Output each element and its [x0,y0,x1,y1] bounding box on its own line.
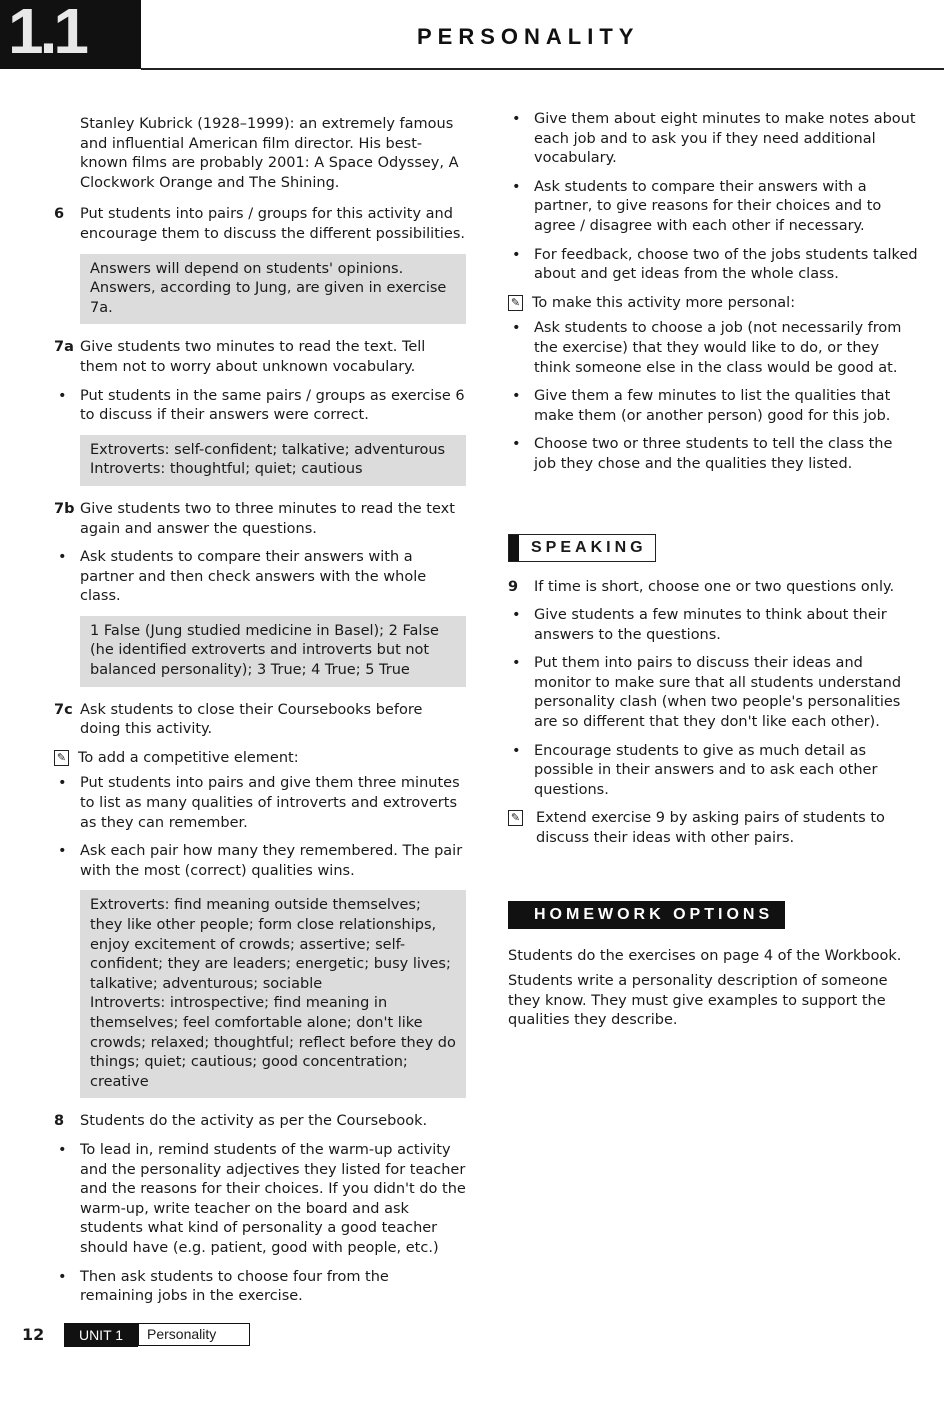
right-column [508,110,918,1037]
homework-option: Students do the exercises on page 4 of the Workbook. [508,947,902,964]
exercise-text: If time is short, choose one or two questions only. [534,578,895,595]
bullet-icon: • [58,549,67,566]
exercise-marker: 9 [508,578,519,595]
exercise-text: Give students two to three minutes to read the text again and answer the questions. [80,500,455,537]
note-text: Extend exercise 9 by asking pairs of students to discuss their ideas with other pairs. [536,810,885,847]
bullet-icon: • [512,607,521,624]
exercise-text: Ask students to close their Coursebooks before doing this activity. [80,701,423,738]
unit-number: 1.1 [8,0,85,67]
speaking-heading [508,534,656,562]
bullet-item [508,606,918,645]
unit-name: Personality [138,1323,250,1346]
exercise-7a [54,338,466,377]
page-number: 12 [22,1325,45,1344]
answer-line: Extroverts: self-confident; talkative; adventurous [90,441,446,458]
bullet-icon: • [512,246,521,263]
bullet-text: For feedback, choose two of the jobs students talked about and get ideas from the whole class. [534,246,918,283]
bullet-text: Ask students to compare their answers with a partner and then check answers with the whole class. [80,549,427,605]
bullet-item [508,319,918,378]
teacher-note [508,294,918,314]
bullet-icon: • [58,775,67,792]
bullet-icon: • [58,1268,67,1285]
bullet-icon: • [512,742,521,759]
note-icon: ✎ [54,750,69,766]
answer-box-6: Answers will depend on students' opinions. Answers, according to Jung, are given in exercise 7a. [80,254,466,325]
bullet-item [508,742,918,801]
bullet-text: Give them a few minutes to list the qualities that make them (or another person) good for this job. [534,388,891,424]
exercise-marker: 8 [54,1113,65,1130]
note-icon: ✎ [508,810,523,826]
note-icon: ✎ [508,295,523,311]
bullet-icon: • [512,320,521,337]
answer-line: Introverts: thoughtful; quiet; cautious [90,461,363,478]
exercise-marker: 7c [54,701,73,718]
bullet-text: Choose two or three students to tell the class the job they chose and the qualities they listed. [534,436,893,472]
kubrick-note: Stanley Kubrick (1928–1999): an extremely famous and influential American film director. His best-known films are probably 2001: A Space Odyssey, A Clockwork Orange and The Shining. [80,116,459,191]
exercise-marker: 7b [54,500,75,517]
bullet-item [54,774,466,833]
exercise-8 [54,1112,466,1132]
exercise-text: Give students two minutes to read the text. Tell them not to worry about unknown vocabulary. [80,339,426,375]
bullet-icon: • [58,1141,67,1158]
bullet-icon: • [512,436,521,453]
bullet-item [508,110,918,169]
bullet-text: Give students a few minutes to think about their answers to the questions. [534,607,887,643]
answer-box-7c [80,890,466,1098]
bullet-item [54,842,466,881]
bullet-item [54,1268,466,1307]
exercise-7b [54,500,466,539]
bullet-icon: • [512,178,521,195]
bullet-icon: • [512,655,521,672]
bullet-text: Put them into pairs to discuss their ideas and monitor to make sure that all students understand personality clash (when two people's personalities are so different that they don't like each other). [534,655,902,731]
exercise-marker: 6 [54,206,65,223]
heading-bar [509,535,519,561]
teacher-note [54,749,466,769]
bullet-icon: • [58,387,67,404]
exercise-text: Put students into pairs / groups for this activity and encourage them to discuss the different possibilities. [80,206,465,242]
exercise-marker: 7a [54,339,74,356]
bullet-icon: • [512,388,521,405]
exercise-7c [54,701,466,740]
bullet-text: Ask students to compare their answers with a partner, to give reasons for their choices and to agree / disagree with each other if necessary. [534,178,882,234]
answer-extroverts: Extroverts: find meaning outside themselves; they like other people; form close relationships, enjoy excitement of crowds; assertive; self-confident; they are leaders; energetic; busy lives; talkative; adventurous; sociable [90,897,451,992]
bullet-item [508,435,918,474]
bullet-text: Put students into pairs and give them three minutes to list as many qualities of introverts and extroverts as they can remember. [80,775,460,831]
bullet-text: Ask each pair how many they remembered. The pair with the most (correct) qualities wins. [80,843,463,879]
bullet-icon: • [512,111,521,127]
answer-introverts: Introverts: introspective; find meaning in themselves; feel comfortable alone; don't like crowds; relaxed; thoughtful; reflect before they do things; quiet; cautious; good concentration; creative [90,995,456,1090]
bullet-icon: • [58,843,67,860]
header-rule [141,68,944,70]
exercise-9 [508,578,918,598]
left-column [54,115,466,1316]
bullet-text: Ask students to choose a job (not necessarily from the exercise) that they would like to do, or they think someone else in the class would be good at. [534,320,902,376]
homework-heading: HOMEWORK OPTIONS [508,901,785,929]
bullet-item [508,178,918,237]
teacher-note [508,809,918,848]
homework-option: Students write a personality description of someone they know. They must give examples to support the qualities they describe. [508,973,888,1029]
bullet-item [54,1141,466,1259]
bullet-item [508,387,918,426]
bullet-text: To lead in, remind students of the warm-up activity and the personality adjectives they listed for teacher and the reasons for their choices. If you didn't do the warm-up, write teacher on the board and ask students what kind of personality a good teacher should have (e.g. patient, good with people, etc.) [80,1141,466,1256]
bullet-text: Put students in the same pairs / groups as exercise 6 to discuss if their answers were correct. [80,387,465,424]
bullet-item [54,548,466,607]
answer-box-7a [80,435,466,486]
answer-box-7b: 1 False (Jung studied medicine in Basel); 2 False (he identified extroverts and introverts but not balanced personality); 3 True; 4 True; 5 True [80,616,466,687]
bullet-item [54,387,466,426]
bullet-text: Give them about eight minutes to make notes about each job and to ask you if they need additional vocabulary. [534,111,916,167]
note-text: To add a competitive element: [78,749,299,766]
exercise-text: Students do the activity as per the Coursebook. [80,1113,428,1130]
page-title: PERSONALITY [417,24,640,49]
note-text: To make this activity more personal: [532,294,796,311]
bullet-text: Then ask students to choose four from the remaining jobs in the exercise. [80,1268,389,1305]
unit-badge [0,0,141,69]
exercise-6 [54,205,466,244]
heading-text: SPEAKING [531,538,647,556]
unit-label: UNIT 1 [64,1323,138,1347]
bullet-item [508,654,918,732]
bullet-item [508,246,918,285]
bullet-text: Encourage students to give as much detail as possible in their answers and to ask each other questions. [534,742,878,798]
